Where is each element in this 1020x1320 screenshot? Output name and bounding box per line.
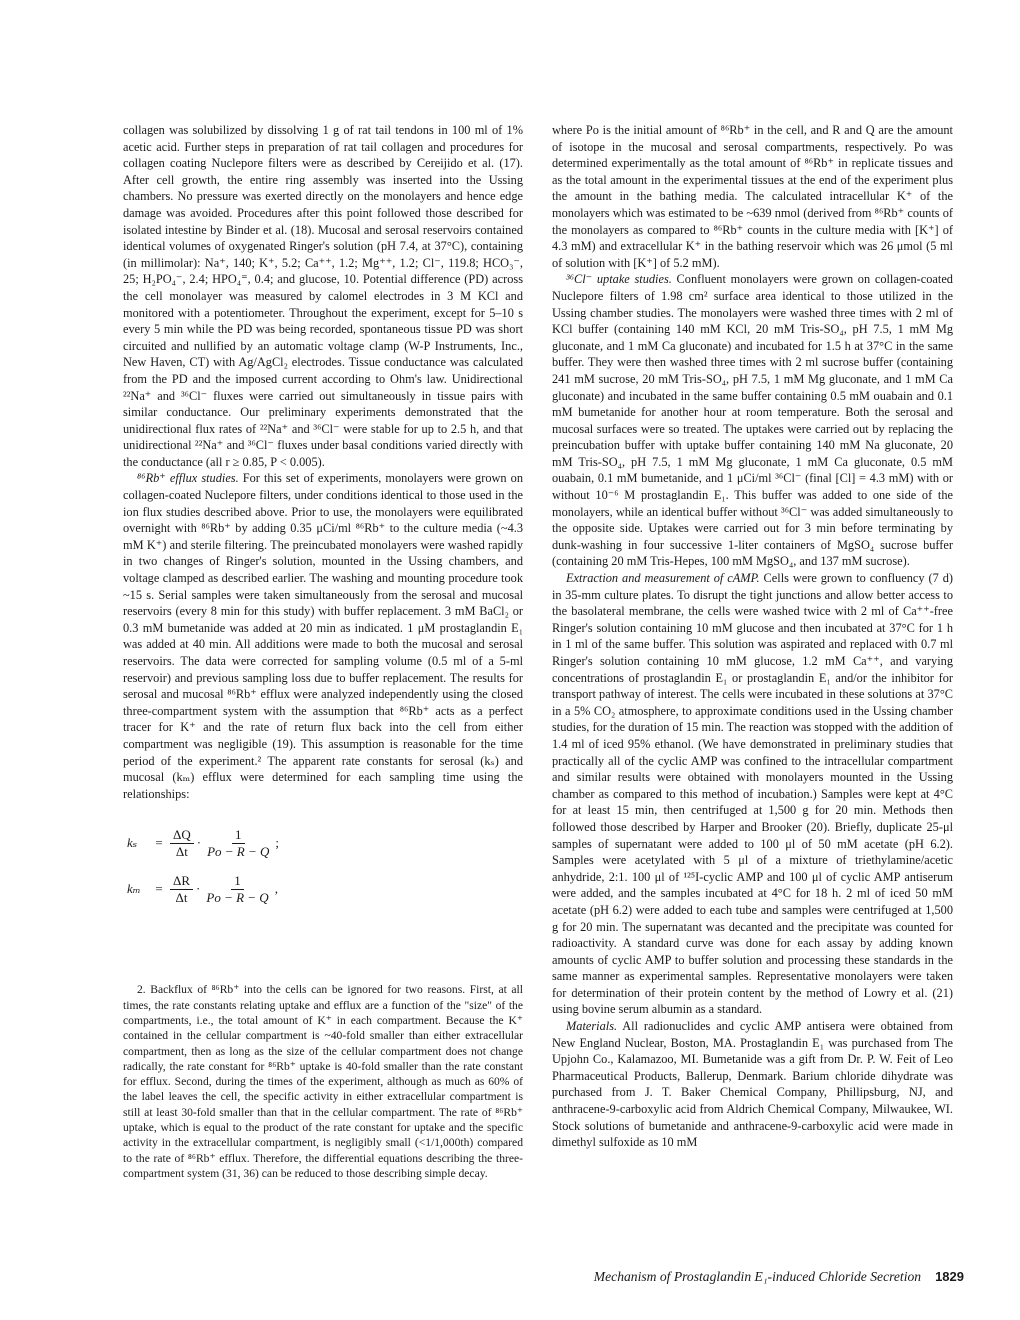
equation-km: [127, 866, 523, 912]
paragraph-materials: [552, 1018, 953, 1151]
equation-punctuation: ,: [274, 881, 278, 897]
paragraph-rb-efflux-text: For this set of experiments, monolayers were grown on collagen-coated Nuclepore filters, under conditions identical to those used in the ion flux studies described above. Prior to use, the monolayers were equilibrated overnight with ⁸⁶Rb⁺ by adding 0.35 μCi/ml ⁸⁶Rb⁺ to the culture media (~4.3 mM K⁺) and sterile filtering. The preincubated monolayers were washed rapidly in two changes of Ringer's solution, mounted in the Ussing chambers, and voltage clamped as described earlier. The washing and mounting procedure took ~15 s. Serial samples were taken simultaneously from the serosal and mucosal reservoirs (every 8 min for this study) with buffer replacement. 3 mM BaCl₂ or 0.3 mM bumetanide was added at 20 min as indicated. 1 μM prostaglandin E₁ was added at 40 min. All additions were made to both the mucosal and serosal reservoirs. The data were corrected for sampling volume (0.5 ml of a 5-ml reservoir) and previous sampling loss due to buffer replacement. The results for serosal and mucosal ⁸⁶Rb⁺ efflux were analyzed independently using the closed three-compartment system with the assumption that ⁸⁶Rb⁺ acts as a perfect tracer for K⁺ and the rate of return flux back into the cell from either compartment was negligible (19). This assumption is reasonable for the time period of the experiment.² The apparent rate constants for serosal (kₛ) and mucosal (kₘ) efflux were determined for each sampling time using the relationships:: [123, 471, 523, 801]
equals-sign: =: [155, 835, 163, 851]
paragraph-methods-ussing: collagen was solubilized by dissolving 1 g of rat tail tendons in 100 ml of 1% acetic acid. Further steps in preparation of rat tail collagen and procedures for collagen coating Nuclepore filters were as described by Cereijido et al. (17). After cell growth, the entire ring assembly was inserted into the Ussing chambers. No pressure was exerted directly on the monolayers and hence edge damage was avoided. Procedures after this point followed those described for isolated intestine by Binder et al. (18). Mucosal and serosal reservoirs contained identical volumes of oxygenated Ringer's solution (pH 7.4, at 37°C), containing (in millimolar): Na⁺, 140; K⁺, 5.2; Ca⁺⁺, 1.2; Mg⁺⁺, 1.2; Cl⁻, 119.8; HCO₃⁻, 25; H₂PO₄⁻, 2.4; HPO₄⁼, 0.4; and glucose, 10. Potential difference (PD) across the cell monolayer was measured by calomel electrodes in 3 M KCl and monitored with a potentiometer. Throughout the experiment, except for 5–10 s every 5 min while the PD was being recorded, spontaneous tissue PD was short circuited and nullified by an automatic voltage clamp (W-P Instruments, Inc., New Haven, CT) with Ag/AgCl₂ electrodes. Tissue conductance was calculated from the PD and the imposed current according to Ohm's law. Unidirectional ²²Na⁺ and ³⁶Cl⁻ fluxes were carried out simultaneously in tissue pairs with similar conductance. Our preliminary experiments demonstrated that the unidirectional flux rates of ²²Na⁺ and ³⁶Cl⁻ were stable for up to 2.5 h, and that unidirectional ²²Na⁺ and ³⁶Cl⁻ fluxes under basal conditions varied directly with the conductance (all r ≥ 0.85, P < 0.005).: [123, 123, 523, 469]
paragraph-materials-text: All radionuclides and cyclic AMP antisera were obtained from New England Nuclear, Boston, MA. Prostaglandin E₁ was purchased from The Upjohn Co., Kalamazoo, MI. Bumetanide was a gift from Dr. P. W. Feit of Leo Pharmaceutical Products, Ballerup, Denmark. Barium chloride dihydrate was purchased from J. T. Baker Chemical Company, Phillipsburg, NJ, and anthracene-9-carboxylic acid from Aldrich Chemical Company, Milwaukee, WI. Stock solutions of bumetanide and anthracene-9-carboxylic acid were made in dimethyl sulfoxide as 10 mM: [552, 1019, 953, 1150]
multiply-dot: ·: [196, 835, 202, 851]
equation-lhs: kₘ: [127, 881, 141, 897]
paragraph-cl-uptake: [552, 271, 953, 570]
page-footer: [536, 1269, 964, 1285]
footnote: [123, 982, 523, 1181]
section-heading-cl-uptake: ³⁶Cl⁻ uptake studies.: [566, 272, 672, 287]
section-heading-camp: Extraction and measurement of cAMP.: [566, 571, 760, 586]
fraction-delta: [170, 873, 193, 906]
denominator: Δt: [175, 843, 188, 859]
rate-constant-equations: [127, 820, 523, 912]
numerator: 1: [231, 873, 244, 890]
right-column: [552, 122, 953, 1151]
section-heading-materials: Materials.: [566, 1019, 618, 1034]
equation-ks: [127, 820, 523, 866]
fraction-delta: [170, 827, 194, 860]
equation-lhs: kₛ: [127, 835, 138, 851]
paragraph-cl-uptake-text: Confluent monolayers were grown on collagen-coated Nuclepore filters of 1.98 cm² surface area identical to those utilized in the Ussing chamber studies. The monolayers were washed three times with 2 ml of KCl buffer (containing 140 mM KCl, 20 mM Tris-SO₄, pH 7.5, 1 mM Mg gluconate, and 1 mM Ca gluconate) and incubated for 1.5 h at 37°C in the same buffer. They were then washed three times with 2 ml sucrose buffer (containing 241 mM sucrose, 20 mM Tris-SO₄, pH 7.5, 1 mM Mg gluconate, and 1 mM Ca gluconate) and incubated in the same buffer containing 0.5 mM ouabain and 0.1 mM bumetanide for another hour at room temperature. Both the serosal and mucosal surfaces were so treated. The uptakes were carried out by replacing the preincubation buffer with uptake buffer containing 140 mM Na gluconate, 20 mM Tris-SO₄, pH 7.5, 1 mM Mg gluconate, 1 mM Ca gluconate, 0.5 mM ouabain, 0.1 mM bumetanide, and 1 μCi/ml ³⁶Cl⁻ (final [Cl] = 4.3 mM) with or without 10⁻⁶ M prostaglandin E₁. This buffer was added to one side of the monolayers, while an identical buffer without ³⁶Cl⁻ was added simultaneously to the opposite side. Uptakes were carried out for 3 min before terminating by dunk-washing in four successive 1-liter containers of MgSO₄ sucrose buffer (containing 20 mM Tris-Hepes, 100 mM MgSO₄, and 137 mM sucrose).: [552, 272, 953, 569]
numerator: ΔQ: [170, 827, 194, 844]
running-title: Mechanism of Prostaglandin E₁-induced Chloride Secretion: [593, 1269, 922, 1284]
fraction-pool: [203, 873, 271, 906]
page-number: 1829: [935, 1269, 964, 1284]
numerator: ΔR: [170, 873, 193, 890]
denominator: Po − R − Q: [207, 843, 270, 859]
paragraph-rb-efflux: [123, 470, 523, 802]
paragraph-camp: [552, 570, 953, 1018]
equation-punctuation: ;: [275, 835, 280, 851]
left-column: [123, 122, 523, 1181]
paragraph-camp-text: Cells were grown to confluency (7 d) in 35-mm culture plates. To disrupt the tight junctions and allow better access to the basolateral membrane, the cells were washed twice with 2 ml of Ca⁺⁺-free Ringer's solution containing 10 mM glucose and then incubated at 37°C for 1 h in 1 ml of the same buffer. This solution was aspirated and replaced with 0.7 ml Ringer's solution containing 10 mM glucose, 1.2 mM Ca⁺⁺, and varying concentrations of prostaglandin E₁ or prostaglandin E₁ and/or the inhibitor for transport pathway of interest. The cells were incubated in these solutions at 37°C in a 5% CO₂ atmosphere, to approximate conditions used in the Ussing chamber studies, for the duration of 15 min. The reaction was stopped with the addition of 1.4 ml of iced 95% ethanol. (We have demonstrated in preliminary studies that practically all of the cyclic AMP was confined to the intracellular compartment and similar results were obtained with monolayers mounted in the Ussing chamber as compared to this method of incubation.) Samples were kept at 4°C for at least 15 min, then centrifuged at 1,500 g for 20 min. Methods then followed those described by Harper and Brooker (20). Briefly, duplicate 25-μl samples of supernatant were added to 100 μl of 50 mM acetate (pH 6.2). Samples were acetylated with 5 μl of a mixture of triethylamine/acetic anhydride, 2:1. 100 μl of ¹²⁵I-cyclic AMP and 100 μl of cyclic AMP antiserum were added, and the samples incubated at 4°C for 18 h. 2 ml of iced 50 mM acetate (pH 6.2) were added to each tube and samples were centrifuged at 1,500 g for 20 min. The supernatant was decanted and the precipitate was counted for radioactivity. A standard curve was done for each assay by adding known amounts of cyclic AMP to buffer solution and processing these standards in the same manner as experimental samples. Representative monolayers were taken for determination of their protein content by the method of Lowry et al. (21) using bovine serum albumin as a standard.: [552, 571, 953, 1017]
fraction-pool: [204, 827, 272, 860]
denominator: Δt: [175, 889, 188, 905]
numerator: 1: [232, 827, 245, 844]
footnote-text: 2. Backflux of ⁸⁶Rb⁺ into the cells can be ignored for two reasons. First, at all times, the rate constants relating uptake and efflux are a function of the "size" of the compartments, i.e., the total amount of K⁺ in each compartment. Because the K⁺ contained in the cellular compartment is ~40-fold smaller than either extracellular compartment, then as long as the size of the cellular compartment does not change radically, the rate constant for ⁸⁶Rb⁺ uptake is 40-fold smaller than the rate constant for efflux. Second, during the times of the experiment, although as much as 60% of the label leaves the cell, the specific activity in either extracellular compartment is still at least 30-fold smaller than that in the cellular compartment. The rate of ⁸⁶Rb⁺ uptake, which is equal to the product of the rate constant for uptake and the specific activity in the extracellular compartment, is negligibly small (<1/1,000th) compared to the rate of ⁸⁶Rb⁺ efflux. Therefore, the differential equations describing the three-compartment system (31, 36) can be reduced to those describing simple decay.: [123, 983, 523, 1180]
equals-sign: =: [155, 881, 163, 897]
multiply-dot: ·: [196, 881, 201, 897]
denominator: Po − R − Q: [206, 889, 269, 905]
section-heading-rb-efflux: ⁸⁶Rb⁺ efflux studies.: [137, 471, 239, 486]
paragraph-po-definition: where Po is the initial amount of ⁸⁶Rb⁺ in the cell, and R and Q are the amount of isotope in the mucosal and serosal compartments, respectively. Po was determined experimentally as the total amount of ⁸⁶Rb⁺ in replicate tissues and as the total amount in the experimental tissues at the end of the experiment plus the amount in the bathing media. The calculated intracellular K⁺ of the monolayers which was estimated to be ~639 nmol (derived from ⁸⁶Rb⁺ counts of the monolayers as compared to ⁸⁶Rb⁺ counts in the culture media with [K⁺] of 4.3 mM) and extracellular K⁺ in the bathing reservoir which was 26 μmol (5 ml of solution with [K⁺] of 5.2 mM).: [552, 123, 953, 270]
